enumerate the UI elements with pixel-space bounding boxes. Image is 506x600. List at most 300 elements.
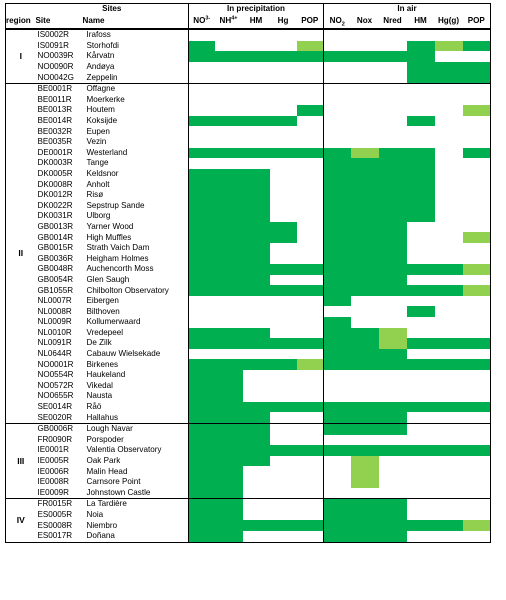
- measurement-cell: [379, 169, 407, 180]
- site-code: NO0090R: [37, 62, 74, 72]
- site-name: Vezin: [86, 137, 107, 147]
- measurement-cell: [270, 412, 297, 423]
- measurement-cell: [435, 29, 463, 41]
- measurement-cell: [297, 275, 324, 286]
- measurement-cell: [435, 317, 463, 328]
- measurement-cell: [379, 137, 407, 148]
- measurement-cell: [189, 370, 215, 381]
- measurement-cell: [324, 126, 351, 137]
- header-sites: Sites: [36, 4, 189, 16]
- measurement-cell: [189, 510, 215, 521]
- measurement-cell: [270, 275, 297, 286]
- measurement-cell: [243, 72, 270, 83]
- site-code: BE0001R: [37, 84, 73, 94]
- measurement-cell: [407, 190, 435, 201]
- measurement-cell: [270, 211, 297, 222]
- measurement-cell: [463, 317, 491, 328]
- measurement-cell: [297, 95, 324, 106]
- site-code: NL0644R: [37, 349, 72, 359]
- measurement-cell: [189, 328, 215, 339]
- measurement-cell: [407, 105, 435, 116]
- measurement-cell: [270, 445, 297, 456]
- measurement-cell: [189, 222, 215, 233]
- measurement-cell: [243, 285, 270, 296]
- measurement-cell: [324, 29, 351, 41]
- measurement-cell: [435, 211, 463, 222]
- measurement-cell: [407, 370, 435, 381]
- measurement-cell: [189, 477, 215, 488]
- measurement-cell: [407, 169, 435, 180]
- measurement-cell: [215, 402, 243, 413]
- measurement-cell: [243, 169, 270, 180]
- site-name: Offagne: [86, 84, 116, 94]
- measurement-cell: [297, 349, 324, 360]
- measurement-cell: [189, 359, 215, 370]
- measurement-cell: [270, 179, 297, 190]
- measurement-cell: [379, 359, 407, 370]
- measurement-cell: [351, 41, 379, 52]
- site-code: IE0005R: [37, 456, 69, 465]
- site-name: Zeppelin: [83, 72, 189, 83]
- measurement-cell: [270, 62, 297, 73]
- measurement-cell: [351, 466, 379, 477]
- site-name: Lough Navar: [86, 424, 133, 434]
- table-row: [6, 201, 491, 212]
- measurement-cell: [270, 391, 297, 402]
- measurement-cell: [463, 520, 491, 531]
- measurement-cell: [324, 222, 351, 233]
- measurement-cell: [351, 253, 379, 264]
- measurement-cell: [435, 328, 463, 339]
- measurement-cell: [297, 29, 324, 41]
- measurement-cell: [270, 456, 297, 467]
- measurement-cell: [351, 51, 379, 62]
- measurement-cell: [297, 381, 324, 392]
- measurement-cell: [463, 232, 491, 243]
- measurement-cell: [215, 222, 243, 233]
- measurement-cell: [297, 370, 324, 381]
- measurement-cell: [324, 306, 351, 317]
- measurement-cell: [351, 137, 379, 148]
- site-name: Auchencorth Moss: [86, 264, 154, 274]
- measurement-cell: [379, 531, 407, 542]
- measurement-cell: [463, 105, 491, 116]
- measurement-cell: [351, 488, 379, 499]
- measurement-cell: [215, 41, 243, 52]
- measurement-cell: [324, 510, 351, 521]
- site-name: Niembro: [86, 520, 118, 530]
- measurement-cell: [297, 253, 324, 264]
- measurement-cell: [435, 232, 463, 243]
- measurement-cell: [270, 477, 297, 488]
- measurement-cell: [463, 29, 491, 41]
- measurement-cell: [243, 391, 270, 402]
- site-name: Koksijde: [86, 116, 118, 125]
- measurement-cell: [270, 296, 297, 307]
- table-row: [6, 105, 491, 116]
- measurement-cell: [189, 29, 215, 41]
- measurement-cell: [324, 349, 351, 360]
- measurement-cell: [407, 317, 435, 328]
- measurement-cell: [463, 158, 491, 169]
- header-hm-air: HM: [407, 15, 435, 29]
- measurement-cell: [435, 338, 463, 349]
- table-row: [6, 158, 491, 169]
- measurement-cell: [270, 232, 297, 243]
- measurement-cell: [379, 285, 407, 296]
- site-code: NL0091R: [37, 338, 72, 348]
- measurement-cell: [351, 317, 379, 328]
- measurement-cell: [407, 328, 435, 339]
- measurement-cell: [379, 435, 407, 446]
- measurement-cell: [379, 41, 407, 52]
- measurement-cell: [463, 531, 491, 542]
- measurement-cell: [297, 179, 324, 190]
- measurement-cell: [324, 412, 351, 423]
- measurement-cell: [435, 520, 463, 531]
- measurement-cell: [243, 275, 270, 286]
- site-code: GB0048R: [37, 264, 74, 274]
- measurement-cell: [215, 359, 243, 370]
- measurement-cell: [324, 285, 351, 296]
- measurement-cell: [324, 264, 351, 275]
- measurement-cell: [435, 466, 463, 477]
- measurement-cell: [435, 95, 463, 106]
- header-site: Site: [36, 15, 83, 29]
- measurement-cell: [463, 456, 491, 467]
- site-name: Noia: [86, 509, 104, 519]
- table-row: [6, 466, 491, 477]
- table-row: [6, 243, 491, 254]
- measurement-cell: [407, 222, 435, 233]
- measurement-cell: [215, 328, 243, 339]
- measurement-cell: [297, 488, 324, 499]
- measurement-cell: [324, 435, 351, 446]
- measurement-cell: [189, 190, 215, 201]
- measurement-cell: [435, 201, 463, 212]
- measurement-cell: [435, 83, 463, 94]
- measurement-cell: [243, 222, 270, 233]
- measurement-cell: [407, 477, 435, 488]
- measurement-cell: [435, 169, 463, 180]
- measurement-cell: [435, 264, 463, 275]
- measurement-cell: [379, 95, 407, 106]
- measurement-cell: [297, 72, 324, 83]
- measurement-cell: [243, 83, 270, 94]
- measurement-cell: [297, 466, 324, 477]
- measurement-cell: [324, 338, 351, 349]
- measurement-cell: [243, 264, 270, 275]
- measurement-cell: [189, 158, 215, 169]
- measurement-cell: [324, 328, 351, 339]
- measurement-cell: [435, 391, 463, 402]
- measurement-cell: [379, 243, 407, 254]
- measurement-cell: [351, 179, 379, 190]
- table-row: [6, 62, 491, 73]
- header-region: region: [6, 15, 36, 29]
- measurement-cell: [463, 435, 491, 446]
- measurement-cell: [324, 391, 351, 402]
- measurement-cell: [379, 370, 407, 381]
- measurement-cell: [351, 510, 379, 521]
- measurement-cell: [243, 477, 270, 488]
- measurement-cell: [324, 169, 351, 180]
- site-code: FR0090R: [37, 434, 73, 444]
- region-label: I: [6, 29, 36, 83]
- measurement-cell: [189, 105, 215, 116]
- measurement-cell: [324, 488, 351, 499]
- table-row: [6, 445, 491, 456]
- measurement-cell: [215, 317, 243, 328]
- measurement-cell: [270, 328, 297, 339]
- measurement-cell: [463, 222, 491, 233]
- site-code: FR0015R: [37, 499, 73, 509]
- site-code: NL0009R: [37, 317, 72, 327]
- site-name: Anholt: [86, 179, 110, 189]
- measurement-cell: [215, 499, 243, 510]
- site-code: SE0020R: [36, 412, 83, 423]
- measurement-cell: [270, 243, 297, 254]
- measurement-cell: [463, 51, 491, 62]
- measurement-cell: [407, 359, 435, 370]
- measurement-cell: [324, 243, 351, 254]
- measurement-cell: [351, 264, 379, 275]
- measurement-cell: [324, 95, 351, 106]
- measurement-cell: [297, 520, 324, 531]
- header-hm-precip: HM: [243, 15, 270, 29]
- site-name: Moerkerke: [86, 94, 125, 104]
- site-name: Bilthoven: [86, 306, 120, 316]
- site-code: BE0035R: [37, 137, 73, 147]
- measurement-cell: [215, 179, 243, 190]
- measurement-cell: [435, 285, 463, 296]
- measurement-cell: [463, 285, 491, 296]
- measurement-cell: [243, 412, 270, 423]
- table-row: [6, 531, 491, 542]
- measurement-cell: [270, 466, 297, 477]
- measurement-cell: [435, 126, 463, 137]
- measurement-cell: [243, 158, 270, 169]
- measurement-cell: [243, 116, 270, 127]
- measurement-cell: [324, 211, 351, 222]
- measurement-cell: [435, 72, 463, 83]
- measurement-cell: [215, 412, 243, 423]
- measurement-cell: [463, 211, 491, 222]
- measurement-cell: [270, 264, 297, 275]
- measurement-cell: [407, 83, 435, 94]
- measurement-cell: [189, 264, 215, 275]
- measurement-cell: [463, 169, 491, 180]
- measurement-cell: [189, 148, 215, 159]
- measurement-cell: [215, 169, 243, 180]
- measurement-cell: [243, 510, 270, 521]
- header-no3: $NO^{3-}$: [189, 15, 215, 29]
- measurement-cell: [243, 445, 270, 456]
- measurement-cell: [189, 488, 215, 499]
- measurement-cell: [270, 51, 297, 62]
- measurement-cell: [407, 456, 435, 467]
- measurement-cell: [189, 338, 215, 349]
- measurement-cell: [189, 232, 215, 243]
- measurement-cell: [270, 105, 297, 116]
- measurement-cell: [463, 359, 491, 370]
- measurement-cell: [270, 370, 297, 381]
- table-row: [6, 370, 491, 381]
- measurement-cell: [463, 95, 491, 106]
- measurement-cell: [189, 95, 215, 106]
- site-code: NO0655R: [37, 391, 74, 401]
- measurement-cell: [297, 126, 324, 137]
- measurement-cell: [407, 148, 435, 159]
- measurement-cell: [243, 520, 270, 531]
- site-code: IE0001R: [37, 445, 69, 455]
- measurement-cell: [270, 423, 297, 434]
- measurement-cell: [243, 137, 270, 148]
- table-row: [6, 306, 491, 317]
- measurement-cell: [351, 222, 379, 233]
- measurement-cell: [463, 499, 491, 510]
- measurement-cell: [407, 296, 435, 307]
- measurement-cell: [243, 232, 270, 243]
- measurement-cell: [463, 349, 491, 360]
- site-code: NO0042G: [36, 72, 83, 83]
- measurement-cell: [243, 328, 270, 339]
- measurement-cell: [243, 95, 270, 106]
- measurement-cell: [297, 264, 324, 275]
- site-code: NL0007R: [37, 296, 72, 306]
- measurement-cell: [297, 137, 324, 148]
- measurement-cell: [463, 338, 491, 349]
- measurement-cell: [189, 499, 215, 510]
- measurement-cell: [297, 359, 324, 370]
- measurement-cell: [379, 349, 407, 360]
- region-label: II: [6, 83, 36, 423]
- measurement-cell: [270, 253, 297, 264]
- measurement-cell: [351, 456, 379, 467]
- table-row: [6, 148, 491, 159]
- header-pop-precip: POP: [297, 15, 324, 29]
- measurement-cell: [243, 41, 270, 52]
- measurement-cell: [407, 211, 435, 222]
- header-nox: Nox: [351, 15, 379, 29]
- measurement-cell: [215, 466, 243, 477]
- measurement-cell: [407, 51, 435, 62]
- site-name: Westerland: [86, 147, 128, 157]
- measurement-cell: [297, 445, 324, 456]
- measurement-cell: [297, 116, 324, 127]
- measurement-cell: [351, 391, 379, 402]
- measurement-cell: [407, 275, 435, 286]
- site-code: ES0017R: [36, 531, 83, 542]
- measurement-cell: [407, 232, 435, 243]
- measurement-cell: [297, 148, 324, 159]
- measurement-cell: [270, 222, 297, 233]
- measurement-cell: [379, 445, 407, 456]
- measurement-cell: [270, 317, 297, 328]
- measurement-cell: [215, 62, 243, 73]
- measurement-cell: [435, 158, 463, 169]
- measurement-cell: [215, 445, 243, 456]
- measurement-cell: [189, 83, 215, 94]
- table-row: [6, 95, 491, 106]
- table-row: [6, 275, 491, 286]
- measurement-cell: [435, 306, 463, 317]
- measurement-cell: [407, 488, 435, 499]
- measurement-cell: [324, 402, 351, 413]
- measurement-cell: [379, 201, 407, 212]
- site-name: Porspoder: [86, 434, 124, 444]
- measurement-cell: [435, 381, 463, 392]
- measurement-cell: [243, 296, 270, 307]
- measurement-cell: [407, 499, 435, 510]
- measurement-cell: [379, 456, 407, 467]
- measurement-cell: [435, 445, 463, 456]
- measurement-cell: [189, 456, 215, 467]
- measurement-cell: [379, 158, 407, 169]
- measurement-cell: [463, 381, 491, 392]
- site-name: Vredepeel: [86, 327, 124, 337]
- measurement-cell: [270, 520, 297, 531]
- table-row: [6, 456, 491, 467]
- measurement-cell: [297, 402, 324, 413]
- site-code: DK0031R: [37, 211, 73, 221]
- measurement-cell: [351, 116, 379, 127]
- measurement-cell: [324, 179, 351, 190]
- measurement-cell: [189, 169, 215, 180]
- table-row: [6, 179, 491, 190]
- measurement-cell: [463, 201, 491, 212]
- table-row: [6, 520, 491, 531]
- measurement-cell: [215, 435, 243, 446]
- measurement-cell: [435, 105, 463, 116]
- measurement-cell: [215, 72, 243, 83]
- measurement-cell: [215, 488, 243, 499]
- site-name: Valentia Observatory: [86, 445, 162, 455]
- region-label: IV: [6, 499, 36, 542]
- measurement-cell: [407, 435, 435, 446]
- measurement-cell: [324, 370, 351, 381]
- measurement-cell: [215, 456, 243, 467]
- site-name: Eupen: [86, 126, 110, 136]
- measurement-cell: [215, 264, 243, 275]
- measurement-cell: [407, 306, 435, 317]
- measurement-cell: [189, 435, 215, 446]
- site-name: Carnsore Point: [86, 477, 141, 487]
- site-code: GB1055R: [37, 285, 74, 295]
- measurement-cell: [379, 29, 407, 41]
- measurement-cell: [324, 72, 351, 83]
- measurement-cell: [379, 520, 407, 531]
- measurement-cell: [215, 29, 243, 41]
- site-name: La Tardière: [86, 499, 127, 509]
- measurement-cell: [297, 317, 324, 328]
- measurement-cell: [297, 306, 324, 317]
- measurement-cell: [407, 116, 435, 127]
- measurement-cell: [379, 466, 407, 477]
- measurement-cell: [215, 148, 243, 159]
- measurement-cell: [270, 83, 297, 94]
- measurement-cell: [407, 72, 435, 83]
- measurement-cell: [435, 243, 463, 254]
- measurement-cell: [215, 423, 243, 434]
- measurement-cell: [215, 126, 243, 137]
- site-code: DK0003R: [37, 158, 73, 168]
- site-code: GB0014R: [37, 232, 74, 242]
- measurement-cell: [407, 402, 435, 413]
- measurement-cell: [270, 158, 297, 169]
- measurement-cell: [435, 531, 463, 542]
- measurement-cell: [435, 116, 463, 127]
